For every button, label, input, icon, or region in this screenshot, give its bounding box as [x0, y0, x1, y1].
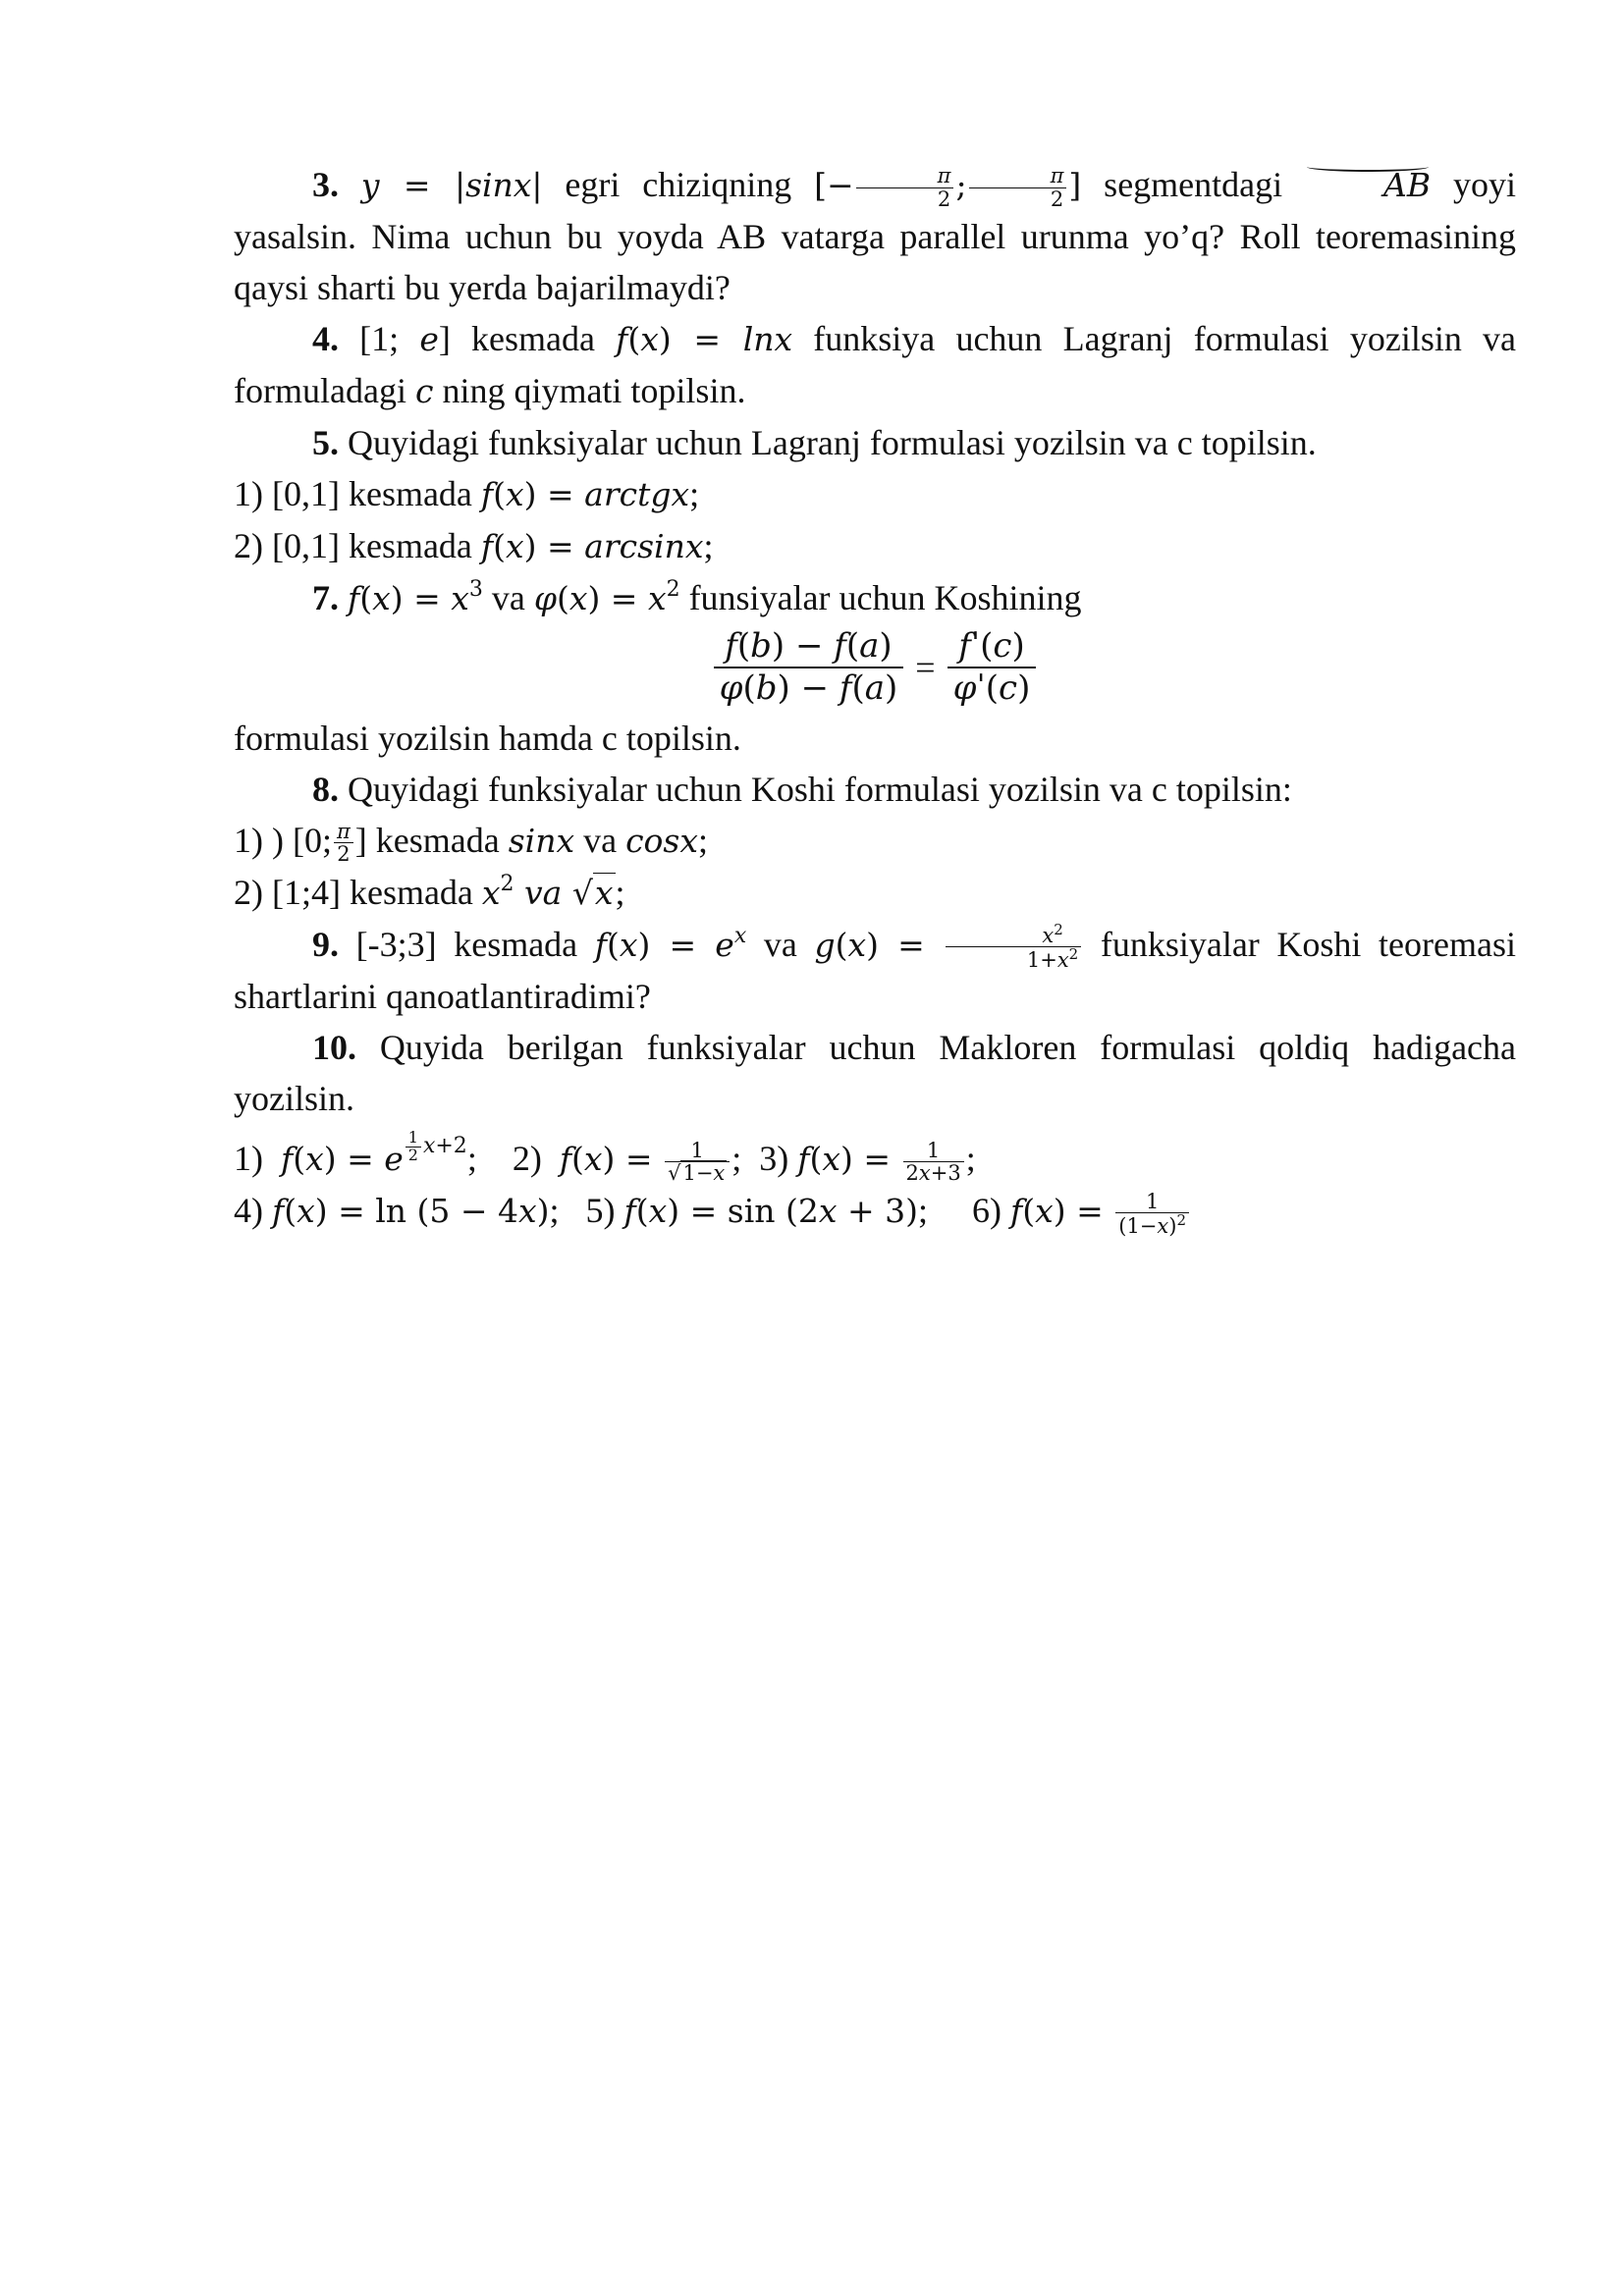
problem-8-item-2: 2) [1;4] kesmada $x^2$ va √x;: [234, 871, 625, 912]
formula-sinx: sinx: [508, 821, 575, 860]
formula-g-x: g(x) = $\frac{x^2}{1+x^2}$: [814, 926, 1083, 964]
problem-4-text1: [1;: [359, 319, 420, 358]
problem-10-item-2: 2) f(x) = $\frac{1}{√1-x}$ ;: [512, 1138, 742, 1185]
problem-4-text4: ning qiymati topilsin.: [433, 371, 746, 410]
problem-8-item-1-mid: ] kesmada: [354, 820, 509, 860]
problem-10-item-4: 4) f(x) = ln (5 − 4x);: [234, 1191, 560, 1231]
problem-9-text3: funksiyalar Koshi teoremasi shartlarini qanoatlantiradimi?: [234, 924, 1516, 1017]
problem-10-items-row-1: [234, 1130, 1516, 1185]
problem-3-number: 3.: [312, 165, 339, 204]
problem-7-text1: va: [482, 578, 534, 617]
problem-3-text1: egri chiziqning: [542, 165, 815, 204]
problem-10-number: 10.: [312, 1028, 356, 1068]
problem-4: [234, 313, 1516, 417]
problem-5-item-1: 1) [0,1] kesmada f(x) = arctgx;: [234, 474, 700, 513]
formula-pi-over-2: $\frac{\pi}{2}$: [332, 822, 355, 860]
problem-9-text1: [-3;3] kesmada: [339, 924, 595, 964]
problem-8-item-1-va: va: [574, 820, 626, 860]
problem-5-item-2-prefix: 2) [0,1] kesmada: [234, 526, 481, 565]
problem-8: [234, 764, 1516, 815]
problem-10-item-1: 1) f(x) = e $^{\frac{1}{2} x+2}$;: [234, 1128, 477, 1179]
problem-4-text3: funksiya uchun Lagranj formulasi yozilsin va formuladagi: [234, 319, 1516, 410]
problem-4-number: 4.: [312, 319, 339, 358]
cauchy-rhs-fraction: fˈ(c) φˈ(c): [947, 626, 1037, 709]
problem-7-number: 7.: [312, 578, 339, 617]
cauchy-formula: [234, 626, 1516, 709]
formula-x2-va-sqrtx: $x^2$ va √x: [481, 871, 614, 912]
problem-7-text2: funsiyalar uchun Koshining: [679, 578, 1082, 617]
problem-10-items-row-2: [234, 1185, 1516, 1237]
problem-10-text: Quyida berilgan funksiyalar uchun Makloren formulasi qoldiq hadigacha yozilsin.: [234, 1028, 1516, 1119]
problem-9: [234, 919, 1516, 1023]
problem-10-item-5: 5) f(x) = sin (2x + 3);: [585, 1191, 929, 1231]
formula-e-to-x: $f(x) = e^x$: [594, 923, 747, 964]
problem-4-text2: ] kesmada: [438, 319, 617, 358]
problem-10: [234, 1022, 1516, 1124]
problem-3-text2: segmentdagi: [1081, 165, 1306, 204]
formula-cosx: cosx: [625, 821, 698, 860]
problem-8-item-1-prefix: 1) ) [0;: [234, 820, 332, 860]
formula-f-lnx: f(x) = lnx: [616, 320, 793, 358]
formula-x-cubed: $f(x) = x^3$: [348, 577, 483, 617]
formula-c: c: [414, 372, 434, 410]
document-content: [234, 159, 1516, 1237]
arc-ab: AB: [1305, 160, 1431, 211]
problem-8-text: Quyidagi funksiyalar uchun Koshi formulasi yozilsin va c topilsin:: [339, 769, 1292, 809]
formula-phi-x-squared: $\varphi(x) = x^2$: [533, 577, 680, 617]
problem-5-item-2: 2) [0,1] kesmada f(x) = arcsinx;: [234, 526, 714, 565]
formula-segment: [− $\frac{\pi}{2}$ ; $\frac{\pi}{2}$ ]: [814, 164, 1082, 211]
equals-sign: =: [915, 647, 936, 687]
problem-3: [234, 159, 1516, 313]
problem-8-item-1: 1) ) [0; $\frac{\pi}{2}$ ] kesmada sinx va cosx;: [234, 820, 708, 867]
problem-8-item-2-prefix: 2) [1;4] kesmada: [234, 872, 482, 912]
formula-y-abs-sinx: y = |sinx|: [360, 166, 543, 204]
problem-5-text: Quyidagi funksiyalar uchun Lagranj formulasi yozilsin va c topilsin.: [339, 423, 1317, 462]
formula-arctgx: f(x) = arctgx: [480, 475, 690, 513]
cauchy-lhs-fraction: $\frac{f(b) - f(a)}{\varphi(b) - f(a)}$: [714, 626, 904, 709]
problem-10-item-6: 6) f(x) = $\frac{1}{(1-x)^2}$: [972, 1191, 1191, 1230]
problem-10-item-3: 3) f(x) = $\frac{1}{2x+3}$ ;: [759, 1138, 976, 1185]
problem-8-number: 8.: [312, 769, 339, 809]
problem-5-item-1-prefix: 1) [0,1] kesmada: [234, 474, 481, 513]
problem-9-text2: va: [746, 924, 815, 964]
problem-5-number: 5.: [312, 423, 339, 462]
problem-5: [234, 417, 1516, 468]
formula-arcsinx: f(x) = arcsinx: [480, 527, 704, 565]
problem-9-number: 9.: [312, 924, 339, 964]
problem-7-after: formulasi yozilsin hamda c topilsin.: [234, 718, 741, 758]
problem-7: [234, 572, 1516, 624]
formula-e: e: [419, 320, 439, 358]
problem-3-text3: yoyi yasalsin. Nima uchun bu yoyda AB vatarga parallel urunma yo’q? Roll teoremasining qaysi sharti bu yerda bajarilmaydi?: [234, 165, 1516, 307]
